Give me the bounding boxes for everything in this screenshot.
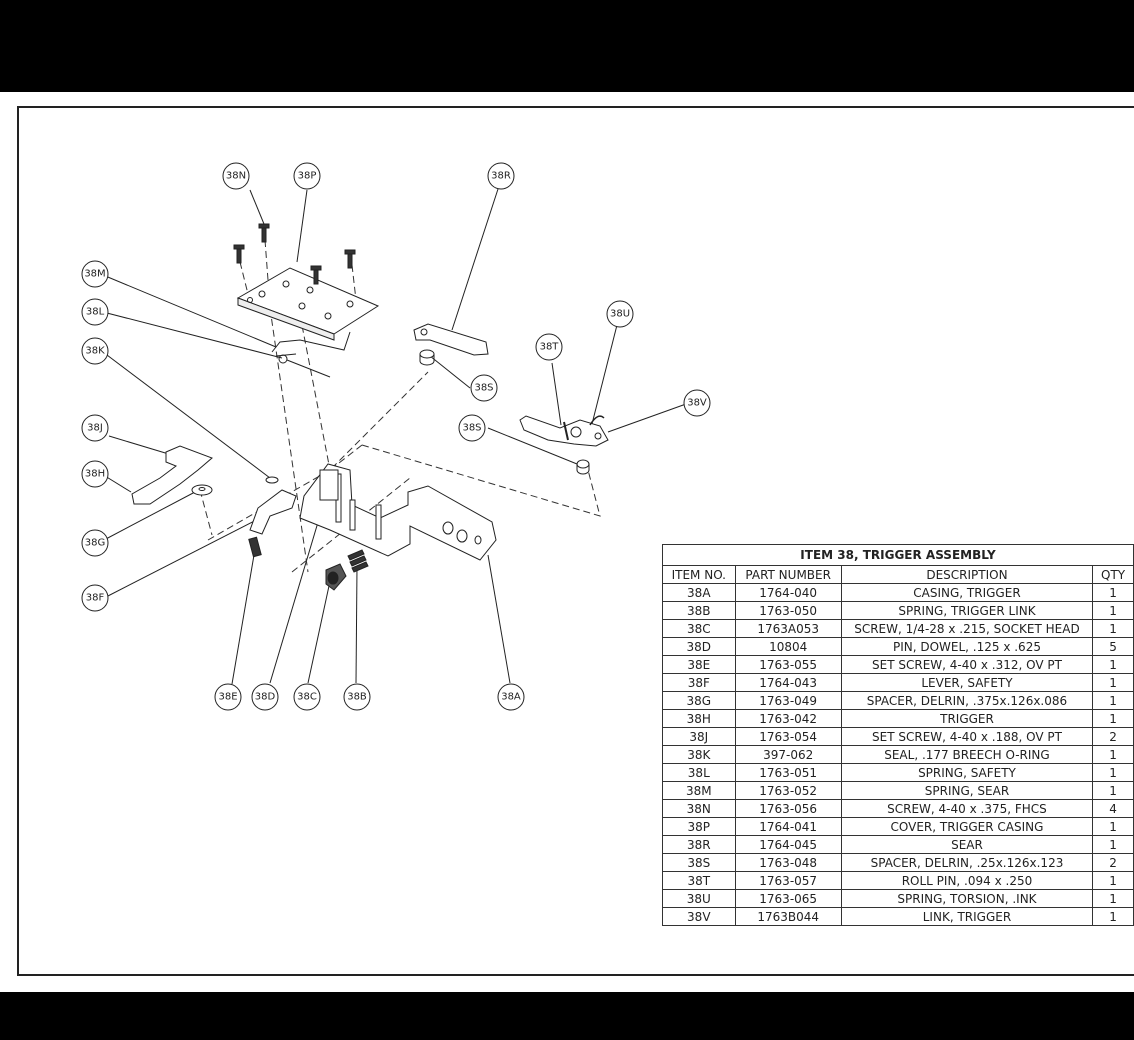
bom-row (663, 818, 1134, 836)
bom-row (663, 584, 1134, 602)
bom-part-number: 1763-048 (735, 854, 841, 872)
bom-header-qty: QTY (1093, 566, 1134, 584)
bom-item-no: 38U (663, 890, 736, 908)
bom-qty: 2 (1093, 728, 1134, 746)
bom-item-no: 38C (663, 620, 736, 638)
callout-label-38s-top: 38S (474, 382, 494, 394)
bom-item-no: 38M (663, 782, 736, 800)
bom-part-number: 1763-051 (735, 764, 841, 782)
bom-description: SCREW, 4-40 x .375, FHCS (841, 800, 1092, 818)
bom-qty: 1 (1093, 818, 1134, 836)
callout-label-38l: 38L (85, 306, 105, 318)
callout-label-38f: 38F (85, 592, 105, 604)
callout-label-38k: 38K (85, 345, 105, 357)
bom-description: LEVER, SAFETY (841, 674, 1092, 692)
bom-item-no: 38B (663, 602, 736, 620)
bom-part-number: 1763-049 (735, 692, 841, 710)
bom-part-number: 1763-065 (735, 890, 841, 908)
callout-label-38r: 38R (491, 170, 511, 182)
bom-row (663, 674, 1134, 692)
bom-description: LINK, TRIGGER (841, 908, 1092, 926)
bom-part-number: 1763-056 (735, 800, 841, 818)
bom-description: SCREW, 1/4-28 x .215, SOCKET HEAD (841, 620, 1092, 638)
bom-qty: 1 (1093, 890, 1134, 908)
bom-qty: 4 (1093, 800, 1134, 818)
bom-part-number: 397-062 (735, 746, 841, 764)
bom-row (663, 908, 1134, 926)
bom-row (663, 746, 1134, 764)
bom-row (663, 602, 1134, 620)
bom-item-no: 38T (663, 872, 736, 890)
bom-row (663, 620, 1134, 638)
bom-description: ROLL PIN, .094 x .250 (841, 872, 1092, 890)
bom-description: SPRING, TORSION, .INK (841, 890, 1092, 908)
bom-qty: 2 (1093, 854, 1134, 872)
bom-item-no: 38G (663, 692, 736, 710)
bom-item-no: 38J (663, 728, 736, 746)
bom-description: PIN, DOWEL, .125 x .625 (841, 638, 1092, 656)
bom-row (663, 764, 1134, 782)
bom-description: SET SCREW, 4-40 x .188, OV PT (841, 728, 1092, 746)
bom-qty: 1 (1093, 872, 1134, 890)
bom-row (663, 890, 1134, 908)
callout-label-38j: 38J (87, 422, 103, 434)
bom-item-no: 38A (663, 584, 736, 602)
bill-of-materials-table (662, 544, 1134, 926)
callout-label-38v: 38V (687, 397, 707, 409)
bom-row (663, 728, 1134, 746)
bom-header-description: DESCRIPTION (841, 566, 1092, 584)
drawing-sheet (0, 92, 1134, 992)
bom-description: SPACER, DELRIN, .25x.126x.123 (841, 854, 1092, 872)
bom-row (663, 656, 1134, 674)
bom-part-number: 1764-041 (735, 818, 841, 836)
bom-item-no: 38L (663, 764, 736, 782)
bom-item-no: 38F (663, 674, 736, 692)
bom-description: SPRING, SEAR (841, 782, 1092, 800)
bom-qty: 1 (1093, 710, 1134, 728)
bom-item-no: 38S (663, 854, 736, 872)
bom-description: COVER, TRIGGER CASING (841, 818, 1092, 836)
bom-description: SEAL, .177 BREECH O-RING (841, 746, 1092, 764)
bom-qty: 1 (1093, 782, 1134, 800)
callout-label-38u: 38U (609, 308, 631, 320)
bom-description: SPRING, SAFETY (841, 764, 1092, 782)
bom-row (663, 800, 1134, 818)
bom-item-no: 38E (663, 656, 736, 674)
bom-qty: 1 (1093, 908, 1134, 926)
bom-part-number: 1764-040 (735, 584, 841, 602)
callout-label-38c: 38C (297, 691, 317, 703)
bom-qty: 1 (1093, 764, 1134, 782)
bom-part-number: 1764-043 (735, 674, 841, 692)
bom-part-number: 1763-055 (735, 656, 841, 674)
bom-description: SPRING, TRIGGER LINK (841, 602, 1092, 620)
bom-description: TRIGGER (841, 710, 1092, 728)
bom-qty: 1 (1093, 692, 1134, 710)
bom-qty: 1 (1093, 656, 1134, 674)
bom-item-no: 38N (663, 800, 736, 818)
callout-label-38g: 38G (84, 537, 106, 549)
bom-title: ITEM 38, TRIGGER ASSEMBLY (663, 545, 1134, 566)
callout-label-38t: 38T (539, 341, 559, 353)
bom-part-number: 1763-054 (735, 728, 841, 746)
bom-qty: 5 (1093, 638, 1134, 656)
bom-qty: 1 (1093, 674, 1134, 692)
bom-part-number: 1763B044 (735, 908, 841, 926)
bom-body (663, 584, 1134, 926)
bom-row (663, 836, 1134, 854)
bom-item-no: 38R (663, 836, 736, 854)
bom-header-item-no: ITEM NO. (663, 566, 736, 584)
bom-description: CASING, TRIGGER (841, 584, 1092, 602)
callout-label-38b: 38B (347, 691, 367, 703)
bom-row (663, 872, 1134, 890)
callout-label-38s-left: 38S (462, 422, 482, 434)
bom-item-no: 38K (663, 746, 736, 764)
bom-item-no: 38H (663, 710, 736, 728)
bom-part-number: 1763-050 (735, 602, 841, 620)
bom-item-no: 38P (663, 818, 736, 836)
bom-description: SET SCREW, 4-40 x .312, OV PT (841, 656, 1092, 674)
bom-part-number: 1763-042 (735, 710, 841, 728)
bom-part-number: 1763-057 (735, 872, 841, 890)
bom-row (663, 692, 1134, 710)
bom-row (663, 638, 1134, 656)
callout-label-38m: 38M (84, 268, 106, 280)
bom-qty: 1 (1093, 836, 1134, 854)
bom-qty: 1 (1093, 584, 1134, 602)
callout-label-38h: 38H (84, 468, 106, 480)
bom-item-no: 38D (663, 638, 736, 656)
bom-part-number: 1764-045 (735, 836, 841, 854)
bom-part-number: 1763A053 (735, 620, 841, 638)
bom-description: SEAR (841, 836, 1092, 854)
bom-row (663, 782, 1134, 800)
callout-label-38e: 38E (218, 691, 238, 703)
bom-qty: 1 (1093, 620, 1134, 638)
bom-item-no: 38V (663, 908, 736, 926)
bom-description: SPACER, DELRIN, .375x.126x.086 (841, 692, 1092, 710)
bom-qty: 1 (1093, 746, 1134, 764)
callout-label-38a: 38A (501, 691, 521, 703)
callout-label-38n: 38N (225, 170, 247, 182)
bom-part-number: 10804 (735, 638, 841, 656)
bom-header-part-number: PART NUMBER (735, 566, 841, 584)
bom-header-row (663, 566, 1134, 584)
bom-part-number: 1763-052 (735, 782, 841, 800)
bom-row (663, 710, 1134, 728)
callout-label-38d: 38D (254, 691, 276, 703)
bom-row (663, 854, 1134, 872)
bom-qty: 1 (1093, 602, 1134, 620)
callout-label-38p: 38P (297, 170, 317, 182)
